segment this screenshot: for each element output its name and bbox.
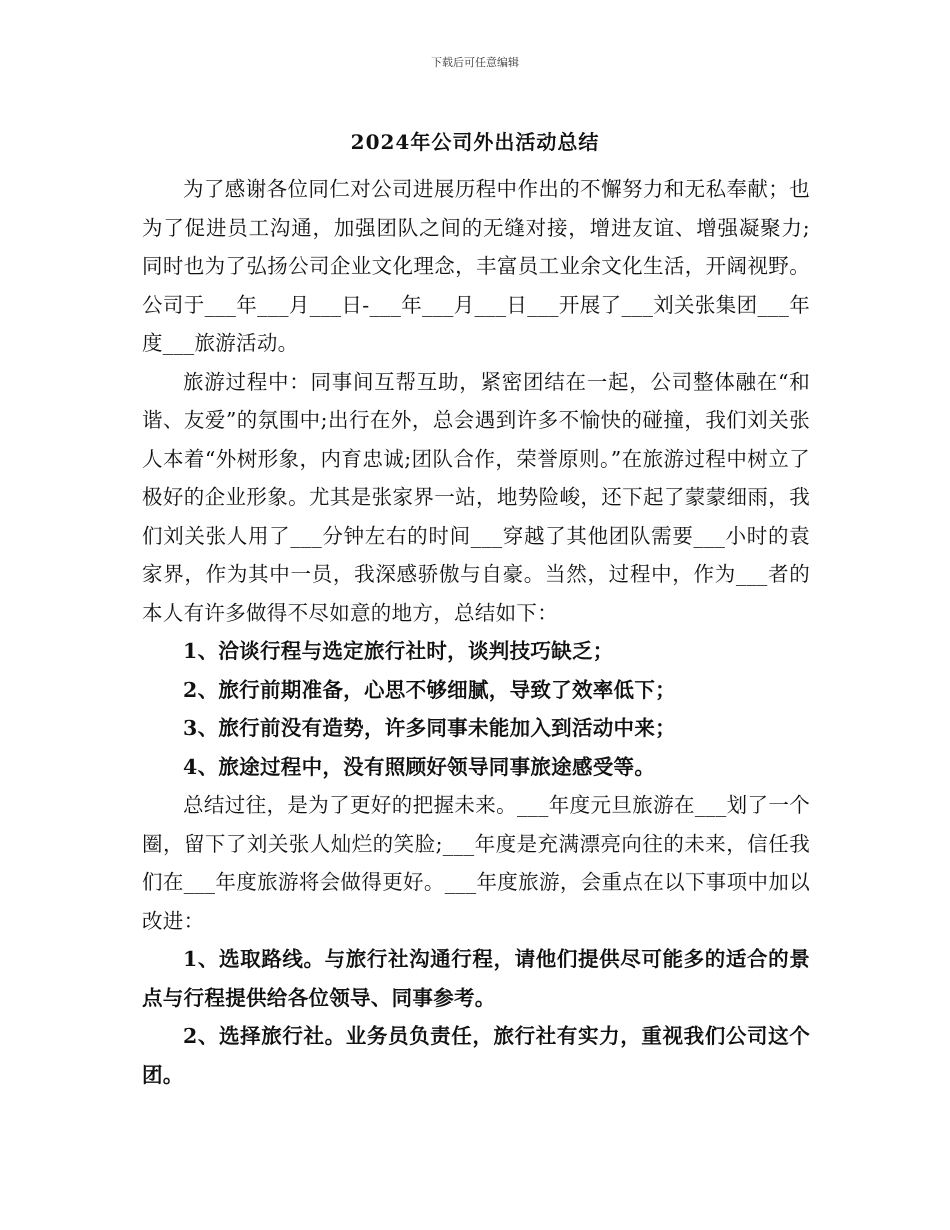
improvements-list (142, 940, 810, 1094)
document-title: 2024年公司外出活动总结 (350, 130, 600, 154)
shortcomings-list (142, 632, 810, 786)
list-item: 1、选取路线。与旅行社沟通行程，请他们提供尽可能多的适合的景点与行程提供给各位领导、同事参考。 (142, 947, 810, 1010)
list-item: 1、洽谈行程与选定旅行社时，谈判技巧缺乏； (183, 639, 614, 663)
document-body (142, 170, 810, 1094)
intro-paragraph: 为了感谢各位同仁对公司进展历程中作出的不懈努力和无私奉献；也为了促进员工沟通，加强团队之间的无缝对接，增进友谊、增强凝聚力;同时也为了弘扬公司企业文化理念，丰富员工业余文化生活，开阔视野。公司于___年___月___日-___年___月___日___开展了___刘关张集团___年度___旅游活动。 (142, 177, 810, 355)
header-note: 下载后可任意编辑 (431, 56, 519, 69)
list-item: 2、旅行前期准备，心思不够细腻，导致了效率低下； (183, 677, 676, 702)
list-item: 3、旅行前没有造势，许多同事未能加入到活动中来； (183, 716, 676, 740)
list-item: 2、选择旅行社。业务员负责任，旅行社有实力，重视我们公司这个团。 (142, 1024, 810, 1087)
list-item: 4、旅途过程中，没有照顾好领导同事旅途感受等。 (183, 754, 656, 779)
summary-paragraph: 总结过往，是为了更好的把握未来。___年度元旦旅游在___划了一个圈，留下了刘关张人灿烂的笑脸;___年度是充满漂亮向往的未来，信任我们在___年度旅游将会做得更好。___年度旅游，会重点在以下事项中加以改进： (142, 793, 810, 933)
process-paragraph: 旅游过程中：同事间互帮互助，紧密团结在一起，公司整体融在“和谐、友爱”的氛围中;出行在外，总会遇到许多不愉快的碰撞，我们刘关张人本着“外树形象，内育忠诚;团队合作，荣誉原则。”在旅游过程中树立了极好的企业形象。尤其是张家界一站，地势险峻，还下起了蒙蒙细雨，我们刘关张人用了___分钟左右的时间___穿越了其他团队需要___小时的袁家界，作为其中一员，我深感骄傲与自豪。当然，过程中，作为___者的本人有许多做得不尽如意的地方，总结如下： (142, 369, 810, 625)
